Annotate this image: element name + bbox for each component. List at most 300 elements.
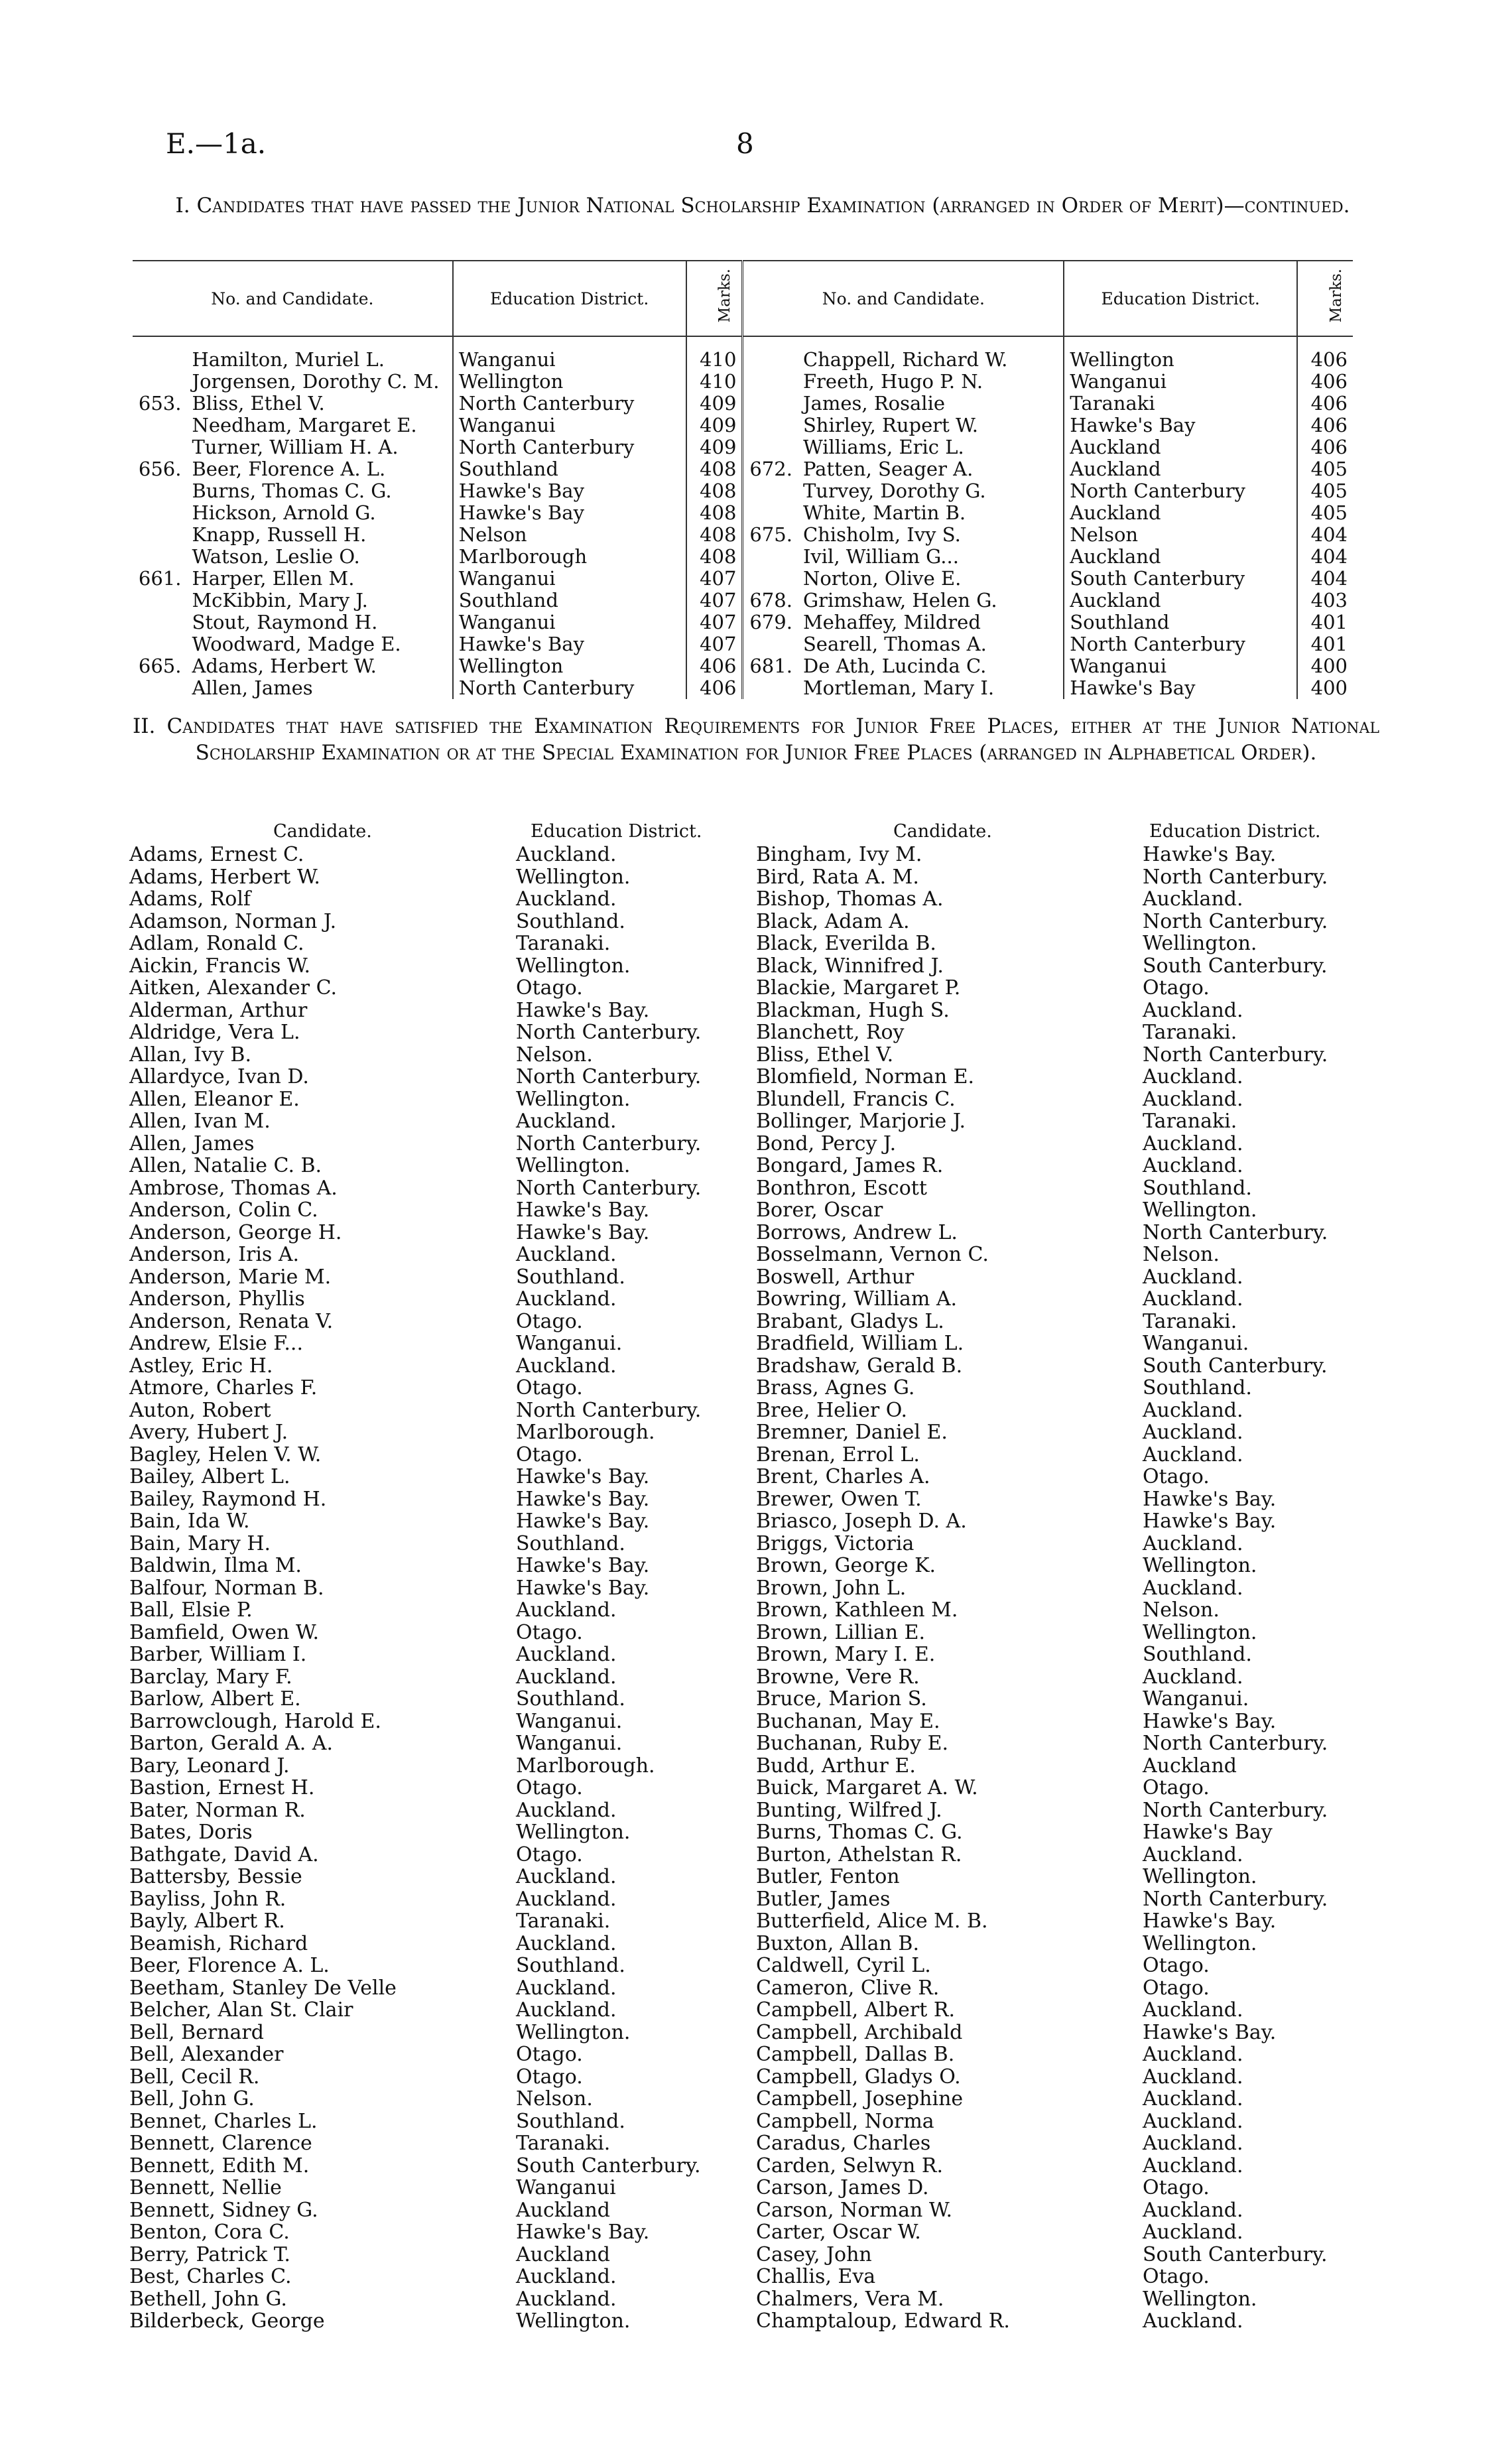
candidate-name: Black, Adam A. [756,909,910,933]
candidate-name: James, Rosalie [802,392,946,415]
candidate-name: Aldridge, Vera L. [129,1021,300,1044]
candidate-name: Bennett, Edith M. [129,2154,310,2177]
candidate-name: Adlam, Ronald C. [129,932,304,955]
list-item [129,1888,726,1911]
education-district: Hawke's Bay. [1143,1510,1277,1533]
education-district: North Canterbury. [1143,1798,1328,1822]
list-item [756,1711,1353,1733]
candidate-name: Needham, Margaret E. [192,414,417,436]
education-district: Wellington. [516,1087,631,1111]
education-district: Auckland. [516,1976,617,2000]
candidate-name: Bishop, Thomas A. [756,887,944,911]
list-item [129,1266,726,1289]
candidate-name: Bennet, Charles L. [129,2109,318,2133]
candidate-name: Bingham, Ivy M. [756,843,922,866]
education-district: Nelson [453,524,686,546]
list-item [129,1644,726,1666]
left-district-header: Education District. [531,821,702,842]
education-district: Southland. [516,1265,625,1289]
candidate-name: Andrew, Elsie F... [129,1332,304,1355]
education-district: Southland. [516,1954,625,1977]
candidate-name: Brewer, Owen T. [756,1487,922,1511]
education-district: Auckland [1064,590,1297,612]
education-district: Auckland. [1143,2109,1243,2133]
education-district: Wanganui [453,336,686,371]
education-district: Wanganui. [1143,1332,1249,1355]
list-item [129,1133,726,1155]
education-district: Auckland. [1143,2221,1243,2244]
right-district-header: Education District. [1149,821,1321,842]
education-district: Otago. [516,1776,583,1799]
list-item [756,1288,1353,1311]
education-district: Wellington. [516,2020,631,2044]
document-reference: E.—1a. [166,127,267,160]
marks-col-header [686,261,743,336]
education-district: Auckland. [1143,1421,1243,1444]
candidate-name: Chalmers, Vera M. [756,2287,944,2311]
list-item [756,2088,1353,2110]
rank-number [743,677,798,699]
education-district: Hawke's Bay. [516,1554,650,1577]
education-district: Nelson. [1143,1598,1220,1622]
candidate-name: Woodward, Madge E. [192,633,401,655]
candidate-name: Bary, Leonard J. [129,1754,290,1778]
candidate-name: Brown, Lillian E. [756,1620,925,1644]
list-item [756,911,1353,933]
list-item [129,2110,726,2133]
education-district: Otago. [516,976,583,1000]
education-district: Hawke's Bay. [516,1576,650,1600]
merit-row [133,458,1353,480]
education-district: Auckland. [1143,1443,1243,1466]
education-district: Hawke's Bay. [516,1510,650,1533]
list-item [129,844,726,866]
candidate-name: Butterfield, Alice M. B. [756,1910,988,1933]
rank-number [133,633,186,655]
list-item [756,1244,1353,1266]
education-district: North Canterbury. [1143,1220,1328,1244]
candidate-name: Campbell, Archibald [756,2020,963,2044]
candidate-name: Mortleman, Mary I. [802,677,995,699]
section-2-title-text: II. Candidates that have satisfied the Examination Requirements for Junior Free Places, either at the Junior National Scholarship Examination or at the Special Examination for Junior Free Places (arranged in Alphabetical Order). [133,714,1379,765]
list-item [756,2043,1353,2066]
candidate-name: Alderman, Arthur [129,998,308,1022]
candidate-name: De Ath, Lucinda C. [802,655,987,677]
education-district: Southland. [516,2109,625,2133]
education-district: Southland [453,590,686,612]
education-district: North Canterbury [1064,480,1297,502]
candidate-name: Allen, Ivan M. [129,1110,271,1133]
candidate-name: Battersby, Bessie [129,1865,302,1888]
candidate-name: Barrowclough, Harold E. [129,1709,381,1733]
list-item [756,1599,1353,1622]
candidate-name: Barber, William I. [129,1643,307,1666]
merit-table-body [133,336,1353,699]
education-district: Auckland. [1143,1154,1243,1177]
education-district: Otago. [516,1843,583,1866]
candidate-name: Caradus, Charles [756,2132,931,2155]
left-candidate-list [129,844,726,2333]
candidate-name: Grimshaw, Helen G. [802,589,997,612]
education-district: North Canterbury. [516,1132,702,1155]
marks: 409 [686,415,743,436]
candidate-name: Bennett, Sidney G. [129,2198,318,2222]
rank-number [133,480,186,502]
candidate-name: Bagley, Helen V. W. [129,1443,322,1466]
list-item [129,1311,726,1333]
education-district: Hawke's Bay. [516,1220,650,1244]
candidate-name: Adams, Herbert W. [192,655,377,677]
candidate-name: Borer, Oscar [756,1198,883,1222]
education-district: Wanganui [1064,371,1297,393]
education-district: Wellington. [1143,1198,1257,1222]
candidate-name: Allan, Ivy B. [129,1043,251,1067]
rank-number [133,336,186,371]
candidate-name: Bowring, William A. [756,1287,958,1311]
list-item [756,2199,1353,2222]
candidate-name: Bird, Rata A. M. [756,865,919,889]
education-district: Auckland [1064,458,1297,480]
list-item [756,1533,1353,1555]
education-district: Auckland. [516,1665,617,1689]
marks: 409 [686,436,743,458]
education-district: Auckland. [1143,1132,1243,1155]
candidate-name: Challis, Eva [756,2265,876,2288]
list-item [756,1510,1353,1533]
candidate-name: Benton, Cora C. [129,2221,290,2244]
candidate-name: Buxton, Allan B. [756,1931,919,1955]
candidate-name: Auton, Robert [129,1398,271,1422]
candidate-name: Bosselmann, Vernon C. [756,1243,989,1266]
education-district: South Canterbury. [1143,2242,1328,2266]
candidate-name: Bethell, John G. [129,2287,287,2311]
candidate-name: White, Martin B. [802,501,966,524]
rank-number [743,336,798,371]
education-district: North Canterbury. [1143,1732,1328,1755]
list-item [129,2244,726,2266]
candidate-name: Bliss, Ethel V. [756,1043,894,1067]
candidate-name: Blomfield, Norman E. [756,1065,975,1088]
education-district: Auckland. [516,1998,617,2022]
list-item [129,1332,726,1355]
marks: 406 [1297,436,1353,458]
list-item [756,1399,1353,1422]
rank-number [743,415,798,436]
candidate-name: Casey, John [756,2242,872,2266]
education-district: South Canterbury. [516,2154,701,2177]
marks: 408 [686,458,743,480]
list-item [129,1355,726,1378]
candidate-name: Carter, Oscar W. [756,2221,921,2244]
candidate-name: Bond, Percy J. [756,1132,897,1155]
list-item [756,1311,1353,1333]
list-item [129,2266,726,2288]
merit-row [133,502,1353,524]
list-item [129,1821,726,1844]
education-district: Auckland [516,2198,610,2222]
right-candidate-header: Candidate. [893,821,992,842]
candidate-name: Brabant, Gladys L. [756,1309,944,1333]
candidate-name: Bayly, Albert R. [129,1910,285,1933]
list-item [756,866,1353,889]
education-district: Nelson. [516,1043,593,1067]
candidate-name: Brenan, Errol L. [756,1443,920,1466]
education-district: Auckland. [1143,1998,1243,2022]
candidate-name: Campbell, Josephine [756,2087,964,2110]
list-item [756,2066,1353,2089]
list-item [756,977,1353,1000]
rank-number: 675. [749,523,792,546]
marks: 400 [1297,655,1353,677]
list-item [756,1377,1353,1399]
list-item [129,1288,726,1311]
list-item [756,844,1353,866]
candidate-name: Boswell, Arthur [756,1265,914,1289]
list-item [129,1599,726,1622]
list-item [129,1110,726,1133]
education-district: North Canterbury. [516,1398,702,1422]
list-item [129,2043,726,2066]
rank-number [133,415,186,436]
candidate-name: Bollinger, Marjorie J. [756,1110,966,1133]
education-district: Auckland. [516,2287,617,2311]
education-district: North Canterbury. [516,1176,702,1200]
candidate-name: Chisholm, Ivy S. [802,523,961,546]
list-item [756,1644,1353,1666]
list-item [756,1266,1353,1289]
candidate-name: Bain, Mary H. [129,1531,271,1555]
merit-row [133,655,1353,677]
candidate-name: Beer, Florence A. L. [192,458,386,480]
candidate-name: Carson, James D. [756,2176,929,2199]
education-district: Hawke's Bay. [1143,1487,1277,1511]
candidate-name: Bates, Doris [129,1821,253,1844]
education-district: Wanganui. [516,1709,623,1733]
list-item [129,1421,726,1444]
rank-number [133,612,186,633]
merit-row [133,633,1353,655]
education-district: Hawke's Bay. [1143,2020,1277,2044]
list-item [756,2266,1353,2288]
candidate-name: Budd, Arthur E. [756,1754,916,1778]
candidate-name: Bamfield, Owen W. [129,1620,320,1644]
education-district: Wellington. [1143,932,1257,955]
candidate-name: Shirley, Rupert W. [802,414,978,436]
education-district: Hawke's Bay [1064,415,1297,436]
list-item [756,1088,1353,1111]
candidate-name: Bruce, Marion S. [756,1687,927,1711]
list-item [756,1155,1353,1177]
candidate-name: Cameron, Clive R. [756,1976,940,2000]
candidate-name: Bilderbeck, George [129,2309,325,2333]
list-item [129,1999,726,2022]
education-district: Taranaki. [516,932,611,955]
list-item [756,2177,1353,2199]
candidate-name: Barton, Gerald A. A. [129,1732,334,1755]
education-district: Wanganui. [516,1732,623,1755]
candidate-name: Adams, Rolf [129,887,251,911]
list-item [756,1332,1353,1355]
list-item [756,1066,1353,1088]
list-item [756,1577,1353,1600]
education-district: Wanganui. [516,1332,623,1355]
candidate-name: Carson, Norman W. [756,2198,953,2222]
merit-row [133,480,1353,502]
candidate-name: Browne, Vere R. [756,1665,920,1689]
candidate-name: Brent, Charles A. [756,1465,930,1488]
candidate-name: Campbell, Norma [756,2109,934,2133]
candidate-name: Aickin, Francis W. [129,954,311,978]
education-district: Otago. [516,2065,583,2089]
list-item [756,1821,1353,1844]
list-item [756,1421,1353,1444]
marks: 406 [686,677,743,699]
education-district: Wellington. [516,1821,631,1844]
section-2-title [133,713,1379,766]
candidate-name: Barclay, Mary F. [129,1665,292,1689]
education-district: Wellington. [516,954,631,978]
rank-number [743,436,798,458]
candidate-name: Bradshaw, Gerald B. [756,1354,963,1378]
candidate-col-header: No. and Candidate. [133,261,453,336]
list-item [756,1977,1353,2000]
education-district: Nelson [1064,524,1297,546]
marks: 406 [1297,393,1353,415]
marks: 405 [1297,480,1353,502]
list-item [756,955,1353,978]
list-item [756,1866,1353,1888]
candidate-name: Black, Everilda B. [756,932,936,955]
rank-number [743,546,798,568]
list-item [129,911,726,933]
education-district: South Canterbury [1064,568,1297,590]
marks: 404 [1297,546,1353,568]
education-district: Auckland. [1143,998,1243,1022]
education-district: Taranaki. [516,2132,611,2155]
education-district: Auckland. [516,1798,617,1822]
candidate-name: Avery, Hubert J. [129,1421,288,1444]
education-district: Hawke's Bay. [516,998,650,1022]
rank-number [743,371,798,393]
education-district: Auckland. [516,1865,617,1888]
education-district: North Canterbury. [516,1065,702,1088]
marks: 407 [686,612,743,633]
candidate-name: Berry, Patrick T. [129,2242,290,2266]
merit-row [133,546,1353,568]
list-item [129,2155,726,2177]
list-item [129,1777,726,1799]
education-district: Auckland. [1143,1398,1243,1422]
candidate-name: Allardyce, Ivan D. [129,1065,309,1088]
candidate-name: Atmore, Charles F. [129,1376,318,1399]
candidate-name: Jorgensen, Dorothy C. M. [192,370,440,393]
list-item [129,2221,726,2244]
education-district: Southland. [1143,1376,1252,1399]
candidate-name: Buchanan, May E. [756,1709,940,1733]
candidate-name: Bliss, Ethel V. [192,392,325,415]
merit-row [133,393,1353,415]
rank-number: 678. [749,589,792,612]
candidate-name: Butler, Fenton [756,1865,900,1888]
candidate-name: McKibbin, Mary J. [192,589,368,612]
list-item [129,1177,726,1200]
education-district: North Canterbury. [1143,865,1328,889]
education-district: Hawke's Bay. [1143,1910,1277,1933]
section-1-title: I. Candidates that have passed the Junior National Scholarship Examination (arranged in Order of Merit)—continued. [175,194,1350,218]
education-district: Auckland. [1143,1531,1243,1555]
marks: 405 [1297,458,1353,480]
marks: 405 [1297,502,1353,524]
education-district: Wellington. [1143,1554,1257,1577]
list-item [756,1666,1353,1689]
candidate-name: Bailey, Raymond H. [129,1487,327,1511]
candidate-name: Bennett, Clarence [129,2132,312,2155]
education-district: Auckland. [1143,2087,1243,2110]
list-item [129,1488,726,1511]
education-district: Hawke's Bay [453,480,686,502]
candidate-name: Caldwell, Cyril L. [756,1954,931,1977]
marks: 401 [1297,633,1353,655]
education-district: Hawke's Bay [1064,677,1297,699]
list-item [756,1999,1353,2022]
candidate-name: Allen, James [192,677,313,699]
list-item [129,1088,726,1111]
education-district: Hawke's Bay. [516,2221,650,2244]
candidate-name: Anderson, Renata V. [129,1309,334,1333]
list-item [129,1466,726,1488]
candidate-name: Turvey, Dorothy G. [802,480,986,502]
education-district: Wellington. [516,2309,631,2333]
education-district: North Canterbury [453,436,686,458]
candidate-name: Balfour, Norman B. [129,1576,324,1600]
candidate-name: Ball, Elsie P. [129,1598,253,1622]
education-district: Auckland. [1143,1265,1243,1289]
education-district: Hawke's Bay. [516,1487,650,1511]
candidate-name: Bunting, Wilfred J. [756,1798,942,1822]
candidate-name: Campbell, Gladys O. [756,2065,961,2089]
page-number: 8 [736,127,754,160]
list-item [129,1066,726,1088]
candidate-name: Carden, Selwyn R. [756,2154,944,2177]
candidate-name: Williams, Eric L. [802,436,964,458]
education-district: Auckland [1143,1754,1237,1778]
list-item [129,977,726,1000]
list-item [756,1910,1353,1933]
education-district: Marlborough. [516,1421,655,1444]
candidate-name: Anderson, Marie M. [129,1265,332,1289]
list-item [129,1977,726,2000]
list-item [129,1044,726,1067]
merit-row [133,612,1353,633]
education-district: Wellington. [516,1154,631,1177]
education-district: North Canterbury. [1143,1887,1328,1911]
list-item [756,2155,1353,2177]
list-item [129,1711,726,1733]
list-item [129,1799,726,1822]
education-district: Wanganui. [1143,1687,1249,1711]
candidate-name: Knapp, Russell H. [192,523,367,546]
rank-number: 661. [138,567,182,590]
list-item [129,1844,726,1866]
education-district: Taranaki. [1143,1309,1237,1333]
education-district: South Canterbury. [1143,1354,1328,1378]
candidate-name: Anderson, Iris A. [129,1243,300,1266]
rank-number [133,524,186,546]
candidate-name: Bain, Ida W. [129,1510,250,1533]
candidate-name: Bailey, Albert L. [129,1465,290,1488]
list-item [129,1622,726,1644]
candidate-name: Adamson, Norman J. [129,909,337,933]
